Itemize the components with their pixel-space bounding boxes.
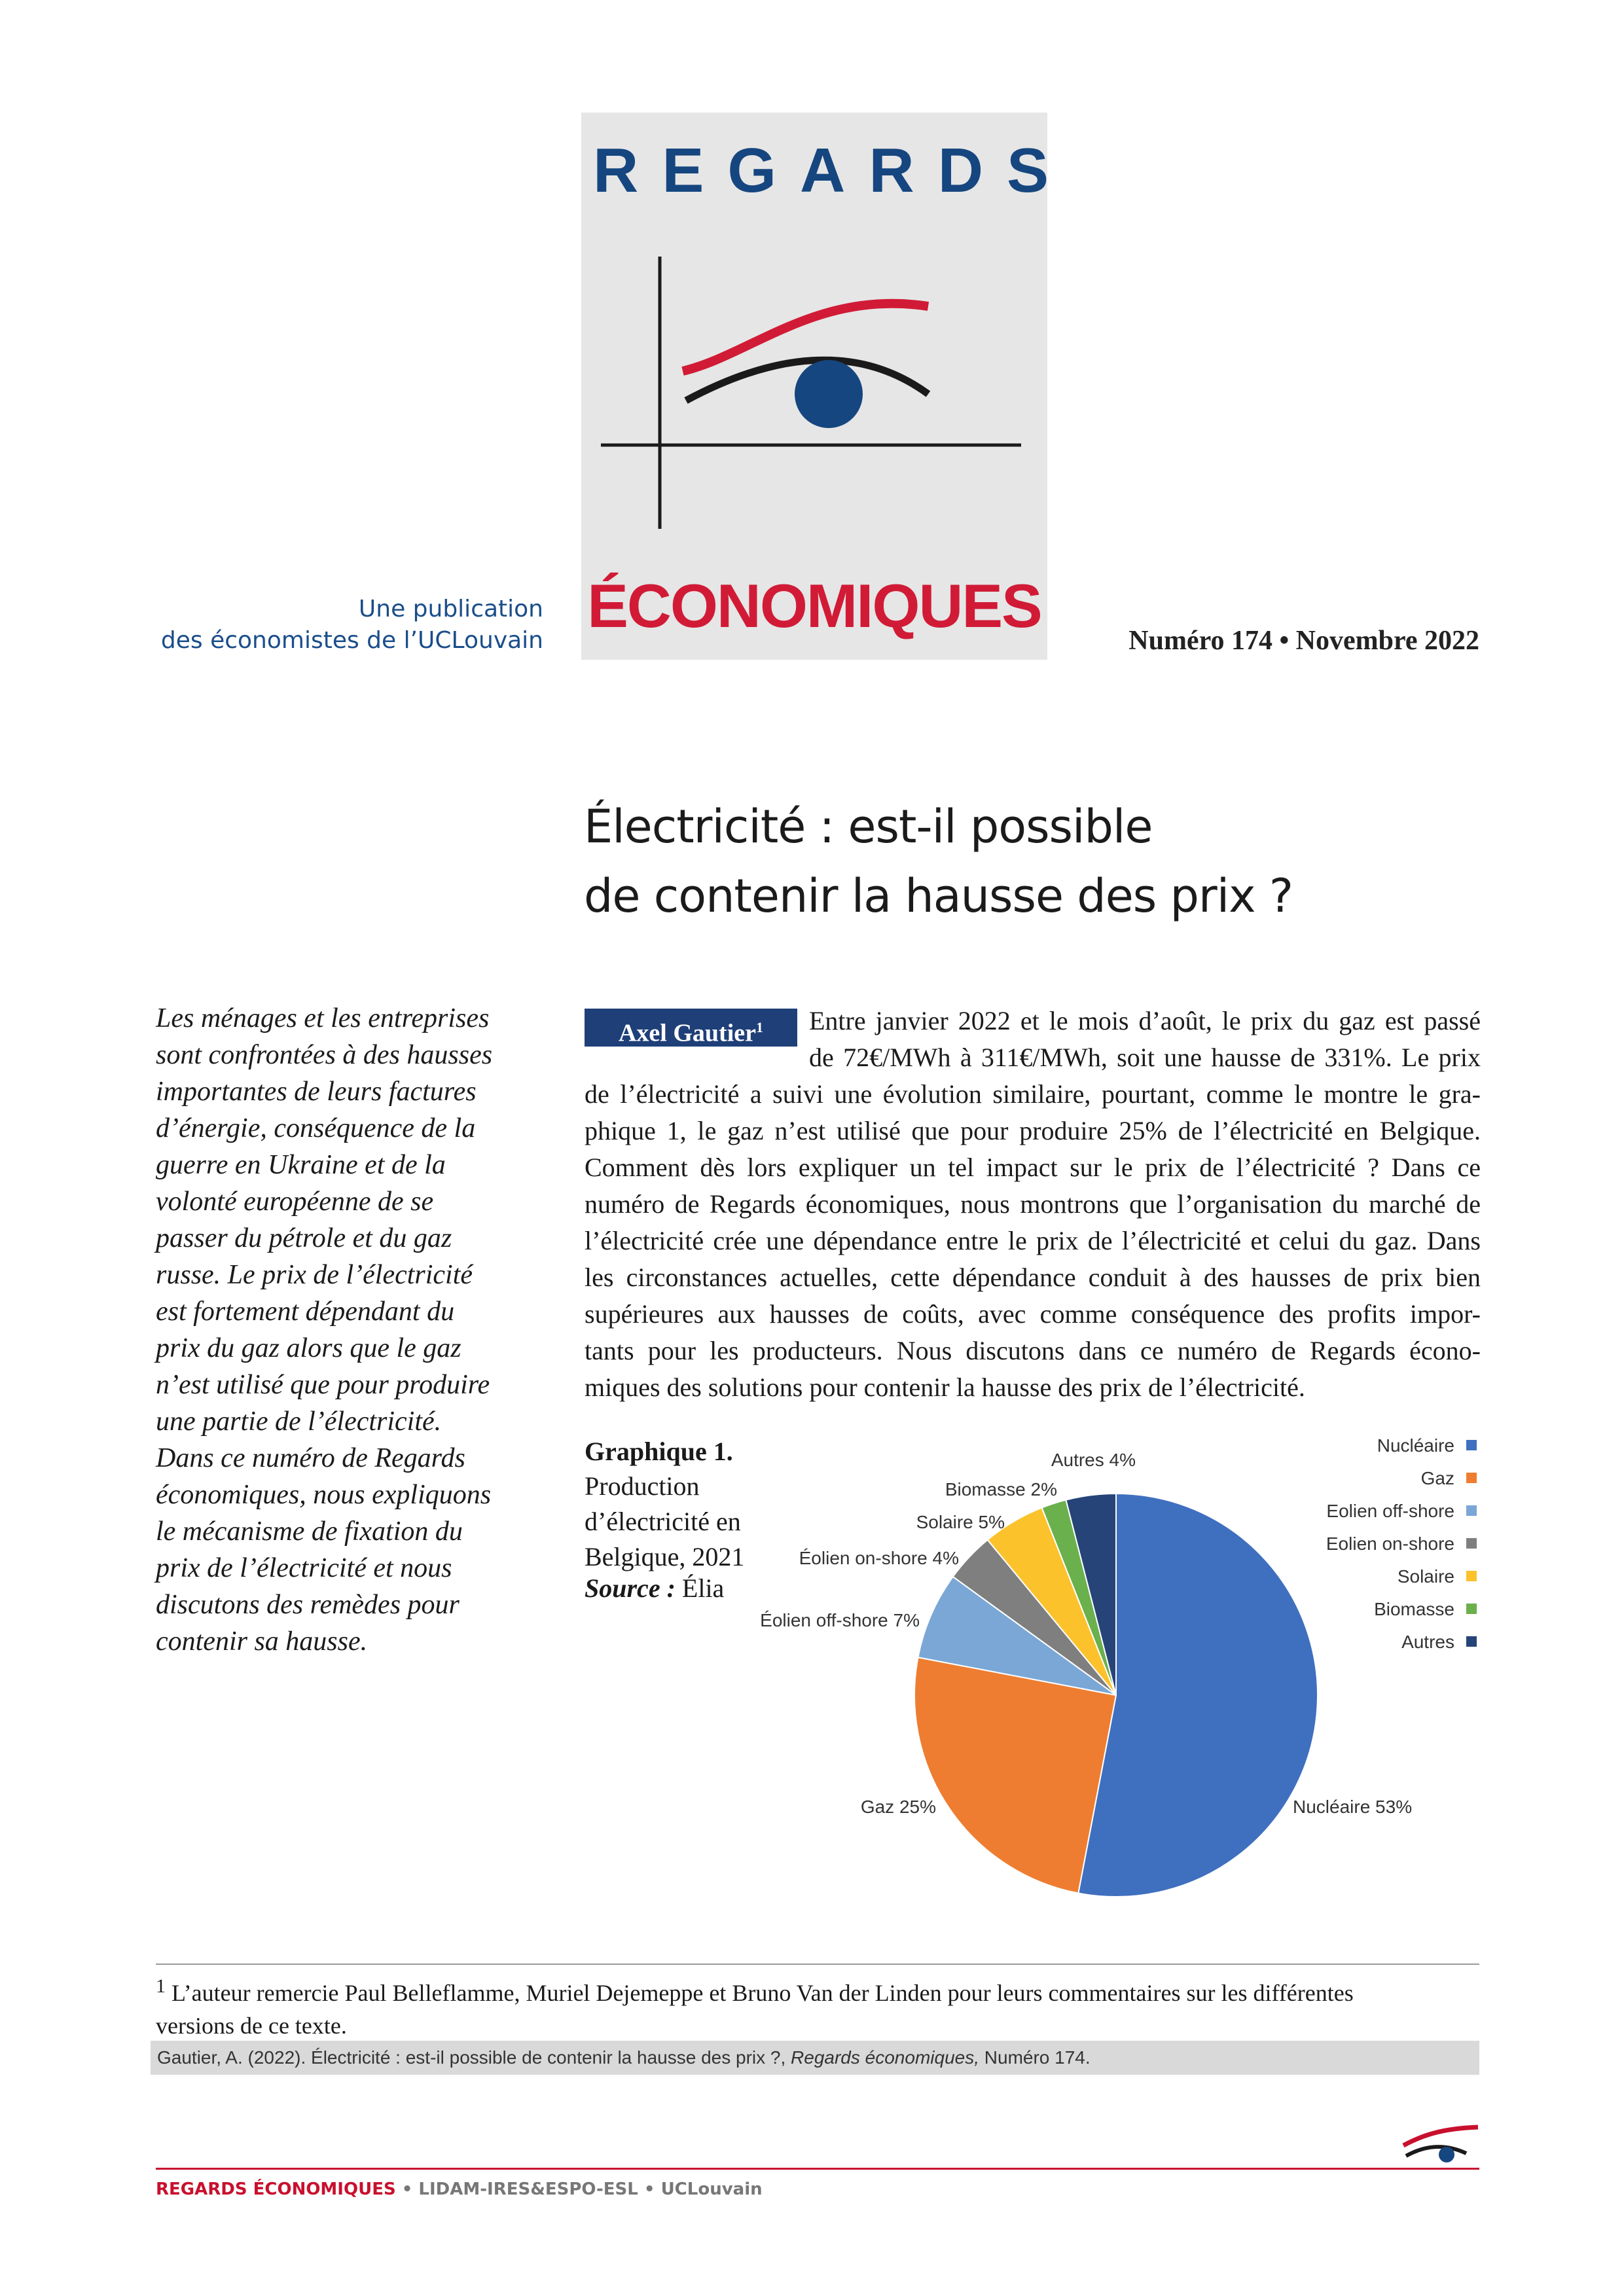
body-line: l’électricité crée une dépendance entre le prix de l’électricité et celui du gaz. Dans (585, 1226, 1481, 1255)
abstract-line: russe. Le prix de l’électricité (156, 1260, 473, 1290)
abstract-line: volonté européenne de se (156, 1187, 434, 1217)
legend-swatch (1466, 1571, 1477, 1581)
legend-label: Gaz (1420, 1468, 1454, 1488)
body-line: supérieures aux hausses de coûts, avec comme conséquence des profits impor- (585, 1299, 1481, 1329)
abstract-line: Dans ce numéro de Regards (156, 1443, 465, 1473)
pie-data-label: Gaz 25% (860, 1797, 936, 1817)
figure-caption-title: Graphique 1. (585, 1437, 733, 1466)
author-badge (585, 1009, 797, 1047)
footnote-divider (156, 1964, 1479, 1965)
issue-number: Numéro 174 • Novembre 2022 (1128, 626, 1479, 656)
footnote-text-line-1: L’auteur remercie Paul Belleflamme, Muriel Dejemeppe et Bruno Van der Linden pour leurs commentaires sur les différentes (171, 1980, 1354, 2006)
legend-swatch (1466, 1604, 1477, 1614)
body-line: Comment dès lors expliquer un tel impact sur le prix de l’électricité ? Dans ce (585, 1153, 1481, 1182)
article-title-line-2: de contenir la hausse des prix ? (584, 869, 1293, 923)
abstract-line: discutons des remèdes pour (156, 1590, 460, 1620)
body-line: de 72€/MWh à 311€/MWh, soit une hausse de 331%. Le prix (809, 1043, 1481, 1072)
legend-label: Eolien on-shore (1326, 1534, 1454, 1554)
abstract-line: sont confrontées à des hausses (156, 1040, 493, 1070)
abstract-line: économiques, nous expliquons (156, 1480, 492, 1510)
masthead-logo (581, 113, 1073, 660)
source-value: Élia (681, 1573, 725, 1603)
body-line: numéro de Regards économiques, nous montrons que l’organisation du marché de (585, 1189, 1481, 1219)
body-line: les circonstances actuelles, cette dépendance conduit à des hausses de prix bien (585, 1263, 1481, 1292)
legend-swatch (1466, 1473, 1477, 1483)
body-line: tants pour les producteurs. Nous discutons dans ce numéro de Regards écono- (585, 1336, 1481, 1365)
pie-data-label: Éolien on-shore 4% (799, 1548, 959, 1568)
citation-text: Gautier, A. (2022). Électricité : est-il possible de contenir la hausse des prix ?, (157, 2047, 786, 2068)
abstract-line: contenir sa hausse. (156, 1626, 368, 1657)
figure-caption-line: d’électricité en (585, 1507, 741, 1536)
abstract-line: le mécanisme de fixation du (156, 1516, 463, 1547)
pie-data-label: Autres 4% (1051, 1450, 1136, 1470)
footnote-marker: 1 (156, 1975, 166, 1997)
author-footnote-marker: 1 (756, 1019, 763, 1035)
article-title-line-1: Électricité : est-il possible (584, 800, 1153, 853)
abstract-line: d’énergie, conséquence de la (156, 1113, 476, 1143)
logo-regards-text: REGARDS (593, 135, 1073, 206)
legend-swatch (1466, 1440, 1477, 1450)
body-line: miques des solutions pour contenir la hausse des prix de l’électricité. (585, 1372, 1305, 1402)
legend-swatch (1466, 1538, 1477, 1549)
logo-economiques-text: ÉCONOMIQUES (587, 571, 1041, 640)
footer-affiliations: • LIDAM-IRES&ESPO-ESL • UCLouvain (395, 2179, 763, 2199)
abstract-line: une partie de l’électricité. (156, 1407, 442, 1437)
pie-data-label: Solaire 5% (916, 1512, 1005, 1532)
footer (156, 2179, 763, 2199)
author-name: Axel Gautier (618, 1019, 756, 1047)
legend-label: Biomasse (1374, 1599, 1454, 1619)
citation-issue: Numéro 174. (984, 2047, 1091, 2068)
source-label: Source : (585, 1573, 676, 1603)
body-line: de l’électricité a suivi une évolution similaire, pourtant, comme le montre le gra- (585, 1079, 1481, 1109)
footer-divider (156, 2168, 1479, 2170)
footer-logo-icon (1401, 2113, 1479, 2172)
abstract-line: guerre en Ukraine et de la (156, 1150, 446, 1180)
legend-label: Eolien off-shore (1326, 1501, 1454, 1521)
publisher-line-2: des économistes de l’UCLouvain (160, 627, 543, 654)
publisher-line-1: Une publication (358, 596, 543, 622)
body-line: phique 1, le gaz n’est utilisé que pour produire 25% de l’électricité en Belgique. (585, 1116, 1481, 1145)
abstract-line: importantes de leurs factures (156, 1077, 477, 1107)
legend-label: Nucléaire (1377, 1435, 1454, 1456)
legend-swatch (1466, 1505, 1477, 1516)
abstract-line: Les ménages et les entreprises (156, 1003, 490, 1033)
footnote (156, 1970, 1479, 2042)
pie-data-label: Éolien off-shore 7% (760, 1610, 920, 1630)
footnote-text-line-2: versions de ce texte. (156, 2013, 347, 2039)
footer-brand: REGARDS ÉCONOMIQUES (156, 2179, 396, 2199)
abstract-line: est fortement dépendant du (156, 1297, 455, 1327)
pie-chart (0, 1407, 1624, 1918)
figure-caption-line: Production (585, 1471, 700, 1501)
citation-bar (151, 2041, 1479, 2075)
figure-caption-line: Belgique, 2021 (585, 1542, 745, 1571)
pie-data-label: Biomasse 2% (945, 1479, 1057, 1499)
abstract-line: prix de l’électricité et nous (156, 1553, 452, 1583)
citation-journal: Regards économiques, (791, 2047, 979, 2068)
legend-label: Autres (1401, 1632, 1454, 1652)
abstract-line: passer du pétrole et du gaz (156, 1223, 452, 1253)
legend-swatch (1466, 1636, 1477, 1647)
abstract-line: prix du gaz alors que le gaz (156, 1333, 461, 1363)
legend-label: Solaire (1397, 1566, 1454, 1587)
body-line: Entre janvier 2022 et le mois d’août, le prix du gaz est passé (809, 1006, 1481, 1035)
abstract-line: n’est utilisé que pour produire (156, 1370, 490, 1400)
pie-data-label: Nucléaire 53% (1293, 1797, 1413, 1817)
